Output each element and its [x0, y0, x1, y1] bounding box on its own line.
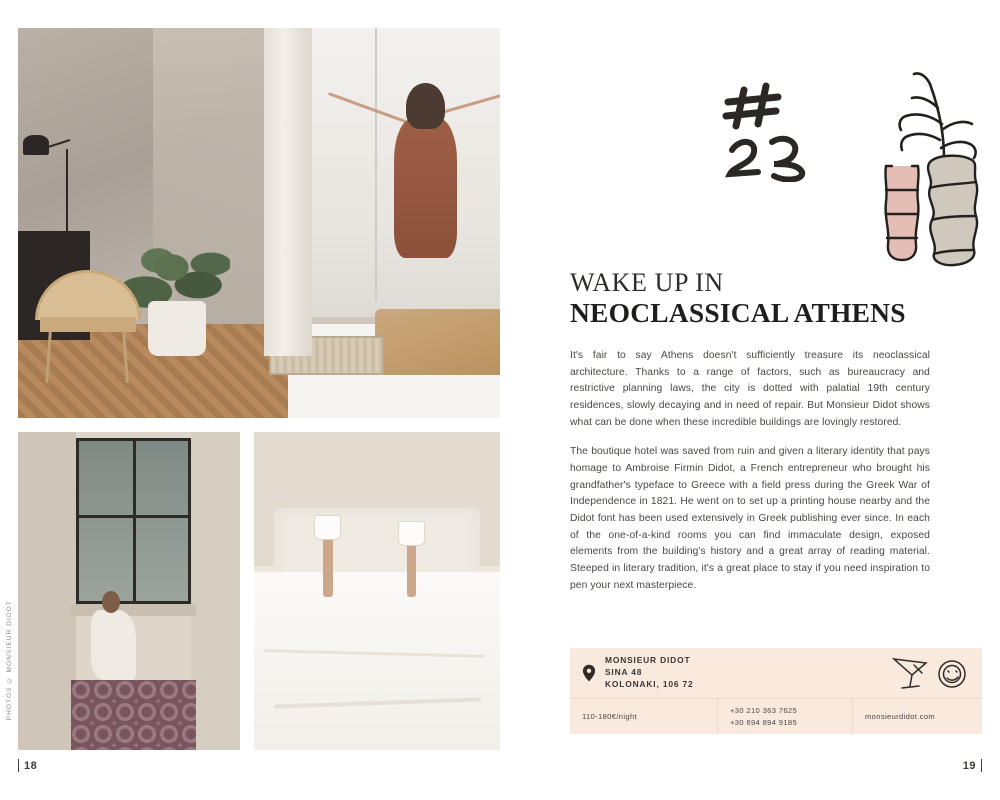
website-cell[interactable] — [852, 699, 982, 734]
info-card-details-row — [570, 698, 982, 734]
right-page — [500, 0, 1000, 800]
hash-number-doodle — [722, 72, 827, 182]
headline-line-2: NEOCLASSICAL ATHENS — [570, 297, 906, 329]
photo-credit: PHOTOS © MONSIEUR DIDOT — [6, 600, 13, 721]
hotel-address — [605, 655, 694, 691]
hotel-street: SINA 48 — [605, 667, 643, 678]
phone-cell — [717, 699, 852, 734]
phone-secondary: +30 694 894 9185 — [730, 717, 798, 727]
headline-line-1: WAKE UP IN — [570, 268, 724, 297]
info-card-address-row — [570, 648, 982, 698]
website-link[interactable]: monsieurdidot.com — [865, 712, 936, 721]
photo-artwork — [18, 432, 240, 750]
folio-rule — [981, 759, 982, 772]
page-title — [570, 268, 942, 329]
photo-artwork — [254, 432, 500, 750]
price-value: 110-180€/night — [582, 712, 638, 721]
hotel-info-card — [570, 648, 982, 734]
article-paragraph: It's fair to say Athens doesn't sufficiently treasure its neoclassical architecture. Thanks to a range of factors, such as bureaucracy and restrictive planning laws, the city is dotted with palatial 19th century residences, slowly decaying and in need of repair. But Monsieur Didot shows what can be done when these incredible buildings are lovingly restored. — [570, 350, 930, 428]
wine-glass-doodle — [886, 655, 972, 691]
folio-left — [18, 759, 37, 772]
hotel-room-woman-at-window — [18, 28, 500, 418]
folio-number: 18 — [24, 759, 38, 772]
location-pin-icon — [582, 664, 596, 682]
phone-primary: +30 210 363 7625 — [730, 706, 798, 716]
article-paragraph: The boutique hotel was saved from ruin and given a literary identity that pays homage to Ambroise Firmin Didot, a French entrepreneur who brought his grandfather's typeface to Greece with a field press during the Greek War of Independence in 1821. He went on to set up a printing house nearby and the Didot font has been used extensively in Greek publishing ever since. In each of the one-of-a-kind rooms you can find immaculate design, exposed elements from the building's history and a great array of reading material. Steeped in literary tradition, it's a great place to stay if you need inspiration to pen your next masterpiece. — [570, 446, 930, 591]
hotel-name: MONSIEUR DIDOT — [605, 655, 691, 666]
folio-right — [963, 759, 982, 772]
folio-rule — [18, 759, 19, 772]
price-cell — [570, 699, 717, 734]
folio-number: 19 — [962, 759, 976, 772]
photo-artwork — [18, 28, 500, 418]
vases-doodle — [872, 62, 984, 277]
woman-sitting-on-window-sill — [18, 432, 240, 750]
hotel-city: KOLONAKI, 106 72 — [605, 678, 694, 689]
article-body — [570, 348, 930, 594]
couple-with-coffee-cups-in-bed — [254, 432, 500, 750]
